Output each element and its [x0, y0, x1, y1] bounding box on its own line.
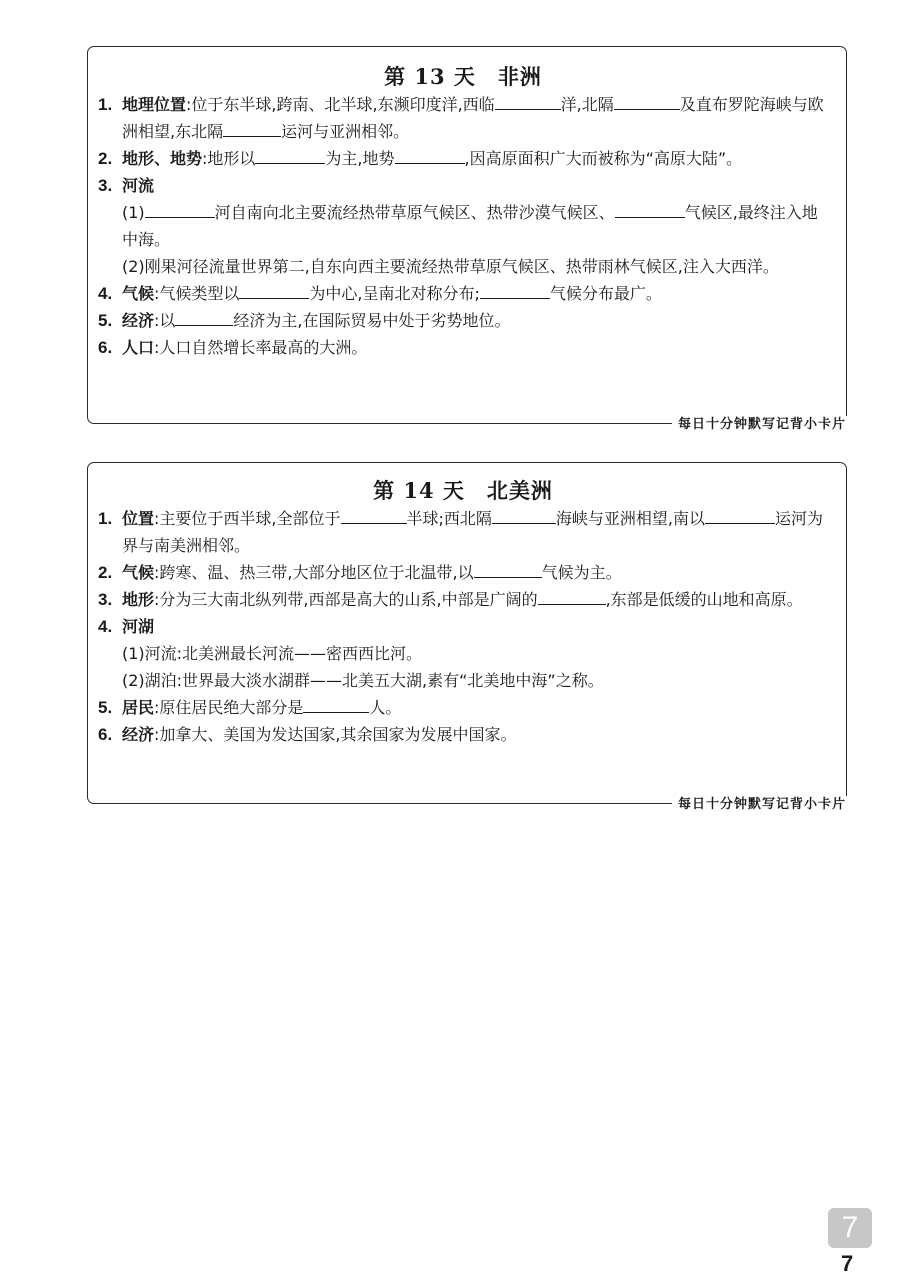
text-segment: :跨寒、温、热三带,大部分地区位于北温带,以: [154, 563, 474, 582]
item-text: [122, 505, 828, 559]
item-heading: 河流: [122, 176, 155, 195]
fill-blank[interactable]: [492, 505, 556, 524]
list-item: [98, 307, 828, 334]
text-segment: :气候类型以: [154, 284, 240, 303]
text-segment: 气候分布最广。: [549, 284, 662, 303]
fill-blank[interactable]: [480, 280, 550, 299]
item-heading: 地形: [122, 590, 155, 609]
text-segment: :分为三大南北纵列带,西部是高大的山系,中部是广阔的: [154, 590, 538, 609]
item-heading: 居民: [122, 698, 155, 717]
item-text: [122, 307, 828, 334]
item-text: [122, 721, 828, 748]
item-number: 2.: [98, 563, 113, 582]
fill-blank[interactable]: [395, 145, 465, 164]
item-number: 5.: [98, 698, 113, 717]
card-footer: 每日十分钟默写记背小卡片: [672, 416, 850, 434]
text-segment: ,东部是低缓的山地和高原。: [605, 590, 803, 609]
list-item: [98, 280, 828, 307]
item-text: [122, 334, 828, 361]
card-day-14: [87, 462, 847, 812]
text-segment: 为主,地势: [325, 149, 395, 168]
card-title: 第 14 天 北美洲: [373, 478, 553, 503]
list-item: [98, 559, 828, 586]
item-number: 5.: [98, 311, 113, 330]
text-segment: 运河与亚洲相邻。: [281, 122, 410, 141]
list-item: [98, 172, 828, 199]
text-segment: (1): [122, 203, 145, 222]
item-number: 3.: [98, 176, 113, 195]
item-number: 1.: [98, 509, 113, 528]
item-text: [122, 145, 828, 172]
list-item: [98, 586, 828, 613]
fill-blank[interactable]: [175, 307, 233, 326]
fill-blank[interactable]: [614, 91, 680, 110]
text-segment: 气候为主。: [541, 563, 622, 582]
item-number: 2.: [98, 149, 113, 168]
text-segment: :原住居民绝大部分是: [154, 698, 304, 717]
fill-blank[interactable]: [495, 91, 561, 110]
list-item: [98, 334, 828, 361]
list-item: [98, 613, 828, 640]
text-segment: 经济为主,在国际贸易中处于劣势地位。: [233, 311, 511, 330]
item-number: 1.: [98, 95, 113, 114]
fill-blank[interactable]: [538, 586, 606, 605]
fill-blank[interactable]: [223, 118, 281, 137]
fill-blank[interactable]: [615, 199, 685, 218]
text-segment: 为中心,呈南北对称分布;: [309, 284, 480, 303]
fill-blank[interactable]: [255, 145, 325, 164]
item-heading: 地理位置: [122, 95, 187, 114]
item-text: [122, 91, 828, 145]
item-number: 6.: [98, 725, 113, 744]
list-item: [98, 505, 828, 559]
item-text: [122, 559, 828, 586]
item-heading: 地形、地势: [122, 149, 203, 168]
item-text: [122, 613, 828, 640]
text-segment: :位于东半球,跨南、北半球,东濒印度洋,西临: [186, 95, 495, 114]
list-item: [98, 721, 828, 748]
text-segment: 气候区,最终注入地中海。: [122, 203, 818, 249]
item-number: 4.: [98, 617, 113, 636]
card-footer: 每日十分钟默写记背小卡片: [672, 796, 850, 814]
text-segment: :主要位于西半球,全部位于: [154, 509, 341, 528]
fill-blank[interactable]: [145, 199, 215, 218]
sub-item: (1)河流:北美洲最长河流——密西西比河。: [122, 644, 423, 663]
item-heading: 位置: [122, 509, 155, 528]
text-segment: 洋,北隔: [560, 95, 614, 114]
fill-blank[interactable]: [474, 559, 542, 578]
item-text: [122, 694, 828, 721]
item-heading: 经济: [122, 725, 155, 744]
fill-blank[interactable]: [303, 694, 369, 713]
text-segment: :地形以: [202, 149, 256, 168]
item-number: 6.: [98, 338, 113, 357]
item-number: 4.: [98, 284, 113, 303]
list-item: [98, 694, 828, 721]
text-segment: 海峡与亚洲相望,南以: [555, 509, 705, 528]
list-item: [98, 145, 828, 172]
page-badge: 7: [828, 1208, 872, 1248]
text-segment: :以: [154, 311, 176, 330]
item-text: [122, 586, 828, 613]
item-text: [122, 172, 828, 199]
page-number: 7: [841, 1251, 854, 1276]
text-segment: 运河为界与南美洲相邻。: [122, 509, 824, 555]
card-title: 第 13 天 非洲: [384, 64, 542, 89]
fill-blank[interactable]: [705, 505, 775, 524]
card-day-13: [87, 46, 847, 432]
item-text: [122, 280, 828, 307]
text-segment: 及直布罗陀海峡与欧洲相望,东北隔: [122, 95, 824, 141]
sub-item: (2)刚果河径流量世界第二,自东向西主要流经热带草原气候区、热带雨林气候区,注入大西洋。: [122, 257, 779, 276]
sub-item: [98, 199, 828, 253]
item-heading: 气候: [122, 284, 155, 303]
sub-item: (2)湖泊:世界最大淡水湖群——北美五大湖,素有“北美地中海”之称。: [122, 671, 604, 690]
text-segment: ,因高原面积广大而被称为“高原大陆”。: [464, 149, 743, 168]
fill-blank[interactable]: [341, 505, 407, 524]
text-segment: 人。: [369, 698, 402, 717]
text-segment: 河自南向北主要流经热带草原气候区、热带沙漠气候区、: [214, 203, 615, 222]
item-heading: 经济: [122, 311, 155, 330]
text-segment: :加拿大、美国为发达国家,其余国家为发展中国家。: [154, 725, 517, 744]
text-segment: 半球;西北隔: [406, 509, 492, 528]
item-heading: 人口: [122, 338, 155, 357]
item-number: 3.: [98, 590, 113, 609]
list-item: [98, 91, 828, 145]
text-segment: :人口自然增长率最高的大洲。: [154, 338, 368, 357]
item-heading: 河湖: [122, 617, 155, 636]
item-heading: 气候: [122, 563, 155, 582]
fill-blank[interactable]: [239, 280, 309, 299]
